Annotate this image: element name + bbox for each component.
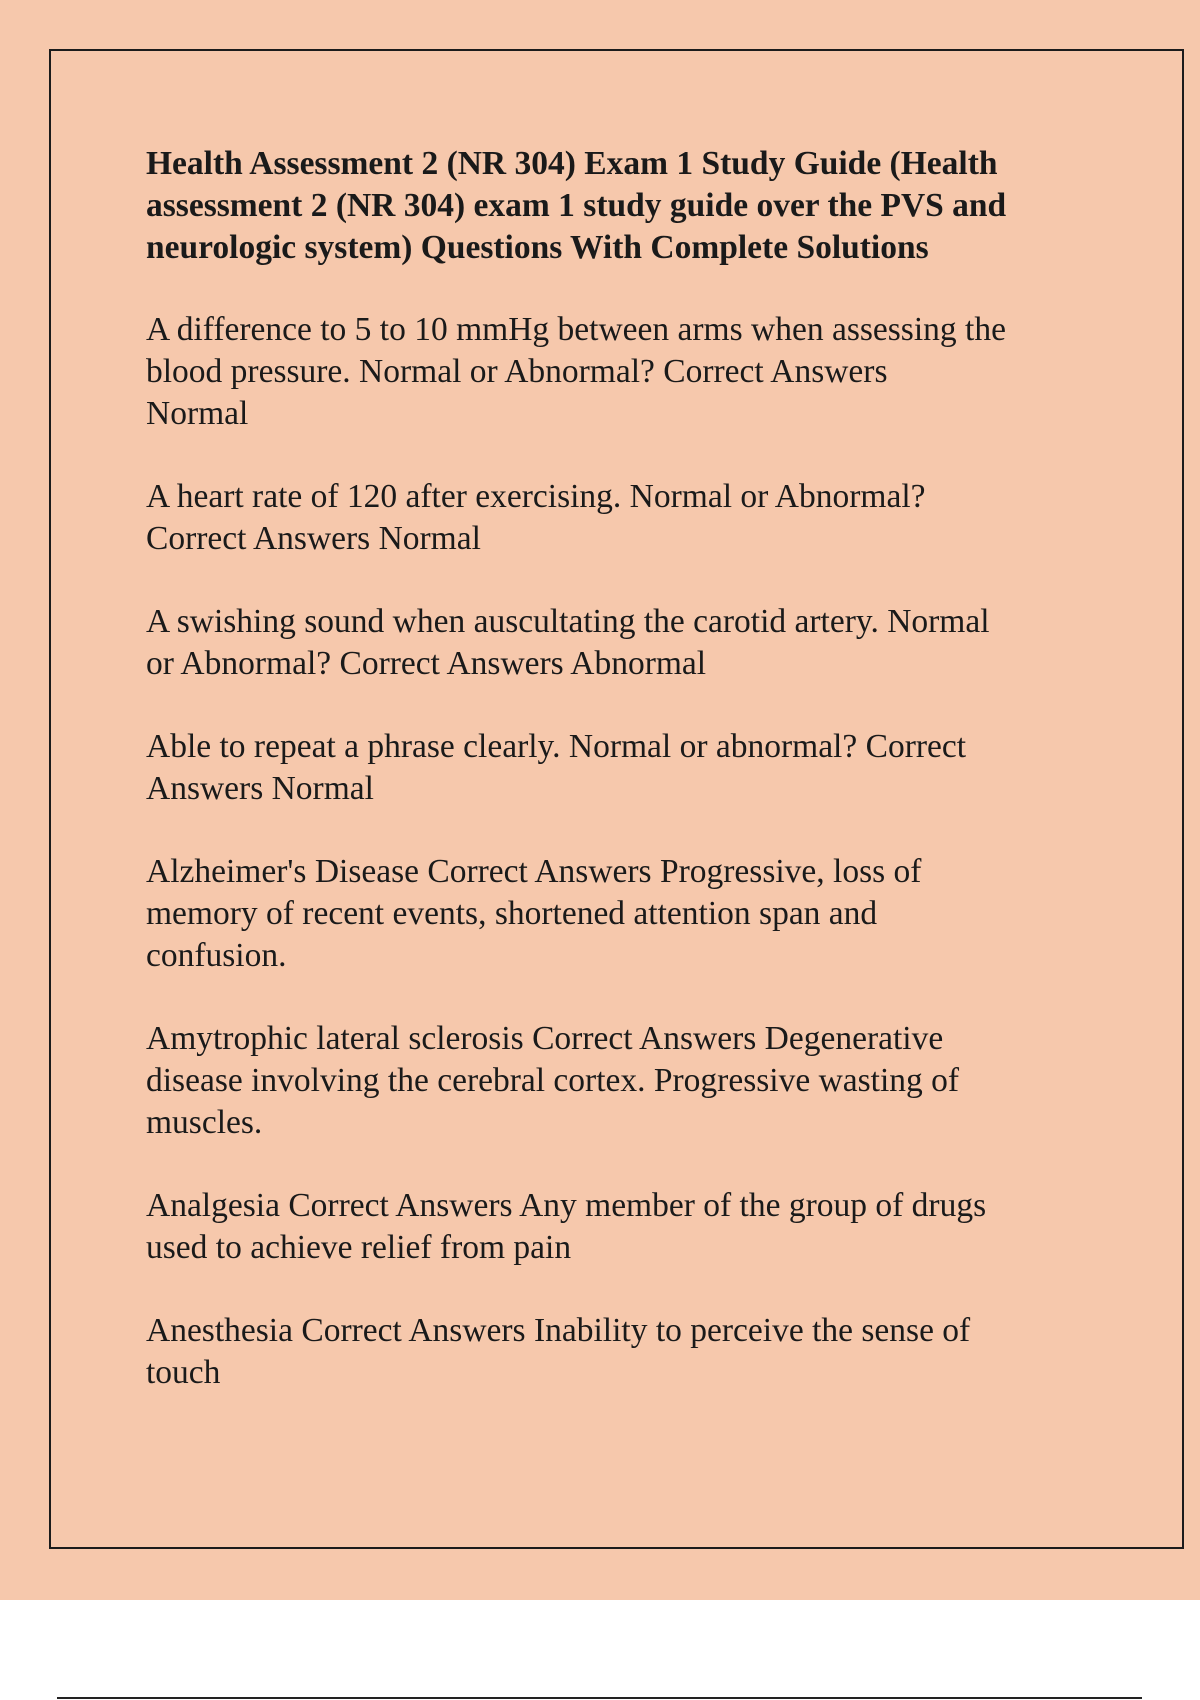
qa-item: Analgesia Correct Answers Any member of the group of drugs used to achieve relief from pain (146, 1187, 987, 1266)
qa-item: A heart rate of 120 after exercising. Normal or Abnormal? Correct Answers Normal (146, 478, 926, 557)
qa-item: Able to repeat a phrase clearly. Normal or abnormal? Correct Answers Normal (146, 728, 967, 807)
qa-item: Amytrophic lateral sclerosis Correct Answers Degenerative disease involving the cerebral cortex. Progressive wasting of muscles. (146, 1020, 960, 1141)
qa-item: A difference to 5 to 10 mmHg between arms when assessing the blood pressure. Normal or Abnormal? Correct Answers Normal (146, 311, 1006, 432)
document-body (146, 143, 1086, 1435)
qa-item: Anesthesia Correct Answers Inability to perceive the sense of touch (146, 1312, 971, 1391)
qa-item: A swishing sound when auscultating the carotid artery. Normal or Abnormal? Correct Answers Abnormal (146, 603, 990, 682)
qa-item: Alzheimer's Disease Correct Answers Progressive, loss of memory of recent events, shortened attention span and confusion. (146, 853, 922, 974)
footer-divider (57, 1697, 1142, 1699)
document-title: Health Assessment 2 (NR 304) Exam 1 Study Guide (Health assessment 2 (NR 304) exam 1 study guide over the PVS and neurologic system) Questions With Complete Solutions (146, 145, 1007, 266)
